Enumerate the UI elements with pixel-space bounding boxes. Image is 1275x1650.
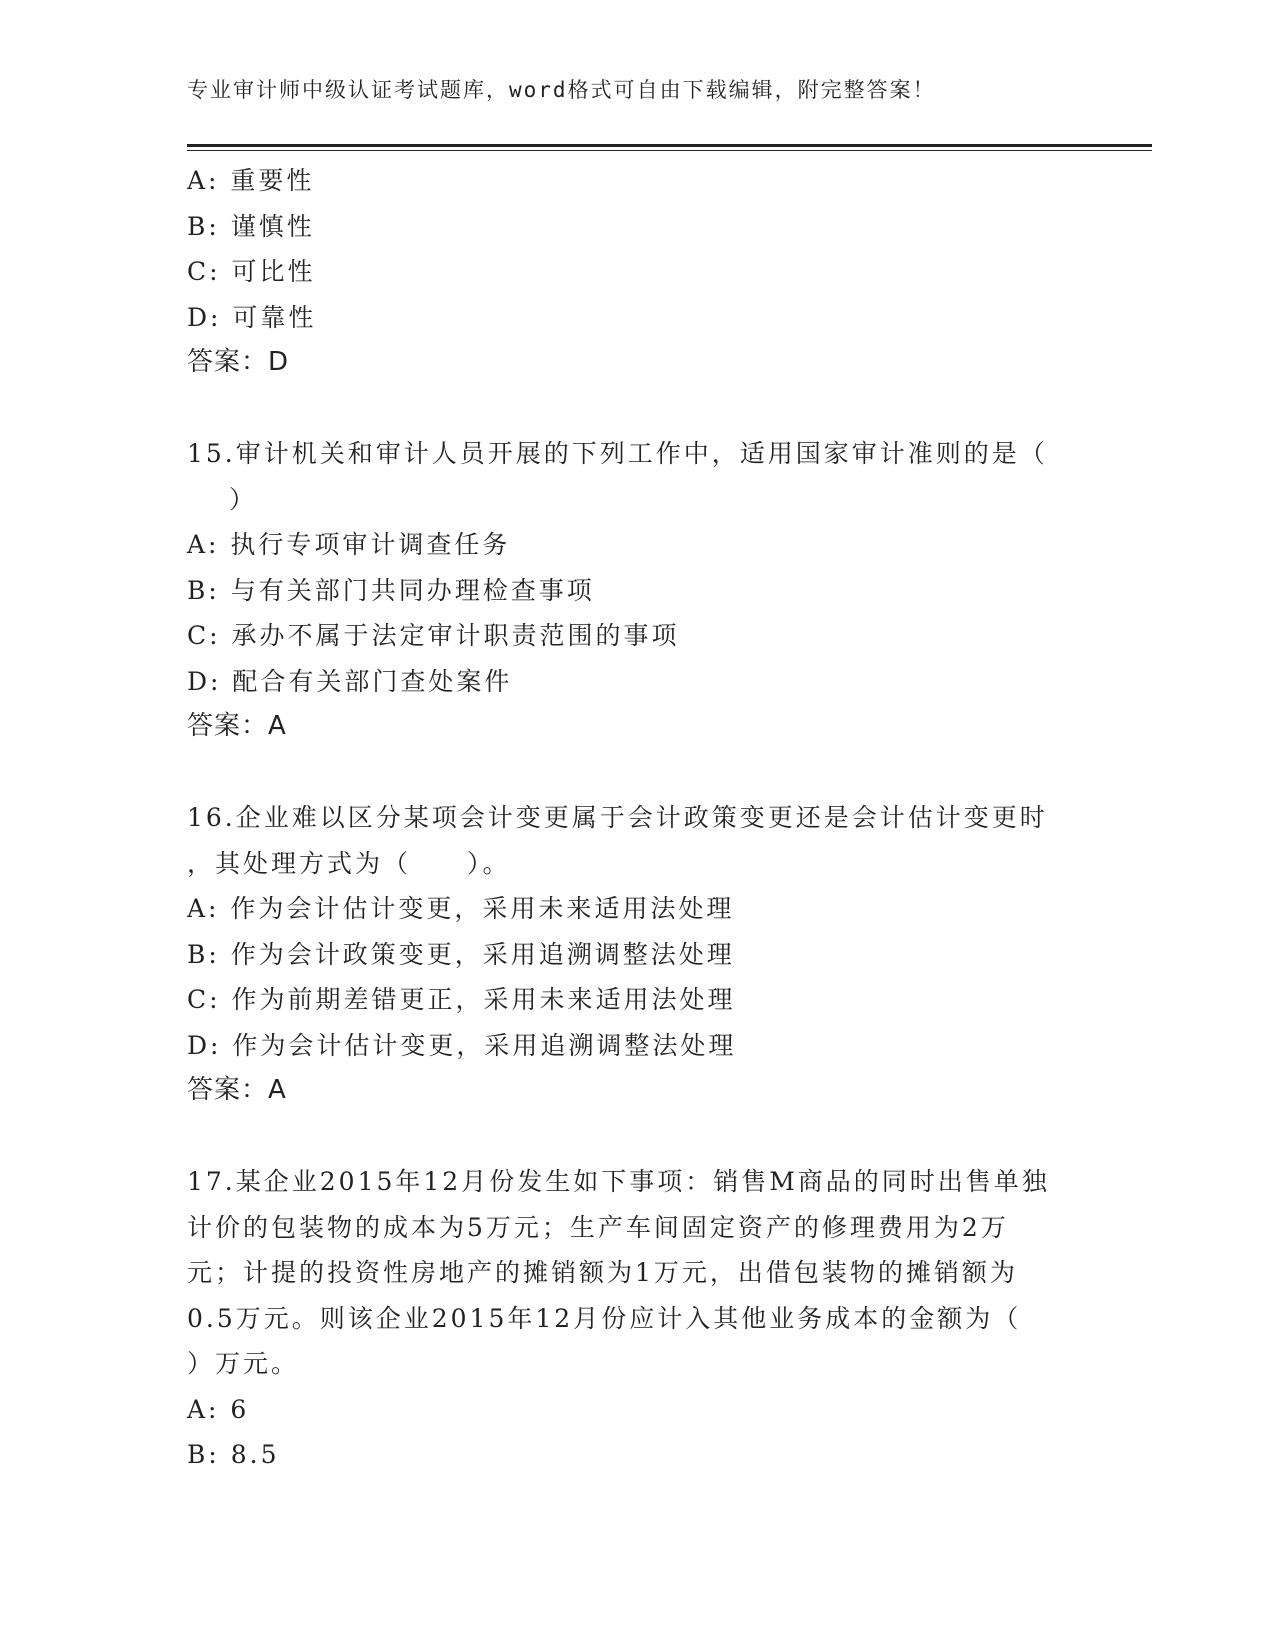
page-header: 专业审计师中级认证考试题库，word格式可自由下载编辑，附完整答案！	[187, 78, 936, 102]
option-a: A: 重要性	[187, 166, 315, 195]
question-stem-continued: 计价的包装物的成本为5万元；生产车间固定资产的修理费用为2万	[187, 1212, 1009, 1242]
option-a: A: 执行专项审计调查任务	[187, 530, 511, 559]
option-d: D: 作为会计估计变更，采用追溯调整法处理	[187, 1030, 737, 1060]
question-stem: 15.审计机关和审计人员开展的下列工作中，适用国家审计准则的是（	[187, 439, 1048, 468]
header-divider-thick	[187, 144, 1152, 147]
question-stem-continued: ，其处理方式为（ ）。	[187, 848, 511, 878]
question-15	[187, 431, 1087, 750]
question-stem: 17.某企业2015年12月份发生如下事项：销售M商品的同时出售单独	[187, 1167, 1050, 1196]
option-a: A: 作为会计估计变更，采用未来适用法处理	[187, 894, 735, 923]
answer: 答案：A	[187, 1075, 287, 1105]
spacer	[187, 386, 1087, 432]
question-stem-continued: 0.5万元。则该企业2015年12月份应计入其他业务成本的金额为（	[187, 1303, 1022, 1333]
option-a: A: 6	[187, 1394, 250, 1424]
option-d: D: 配合有关部门查处案件	[187, 666, 513, 696]
option-b: B: 谨慎性	[187, 211, 315, 241]
option-c: C: 作为前期差错更正，采用未来适用法处理	[187, 985, 736, 1014]
option-d: D: 可靠性	[187, 302, 317, 332]
question-stem-continued: 元；计提的投资性房地产的摊销额为1万元，出借包装物的摊销额为	[187, 1258, 1018, 1287]
question-list	[187, 158, 1087, 1478]
question-stem-continued: ）	[229, 484, 258, 514]
option-b: B: 8.5	[187, 1440, 280, 1469]
spacer	[187, 750, 1087, 796]
spacer	[187, 1114, 1087, 1160]
option-c: C: 承办不属于法定审计职责范围的事项	[187, 621, 680, 650]
question-stem-continued: ）万元。	[187, 1349, 300, 1378]
answer: 答案：A	[187, 711, 287, 741]
question-14	[187, 158, 1087, 386]
option-b: B: 与有关部门共同办理检查事项	[187, 575, 595, 605]
option-c: C: 可比性	[187, 257, 316, 286]
question-17	[187, 1159, 1087, 1478]
option-b: B: 作为会计政策变更，采用追溯调整法处理	[187, 939, 735, 969]
answer: 答案：D	[187, 347, 290, 377]
question-stem: 16.企业难以区分某项会计变更属于会计政策变更还是会计估计变更时	[187, 803, 1048, 832]
header-divider-thin	[187, 150, 1152, 151]
question-16	[187, 795, 1087, 1114]
